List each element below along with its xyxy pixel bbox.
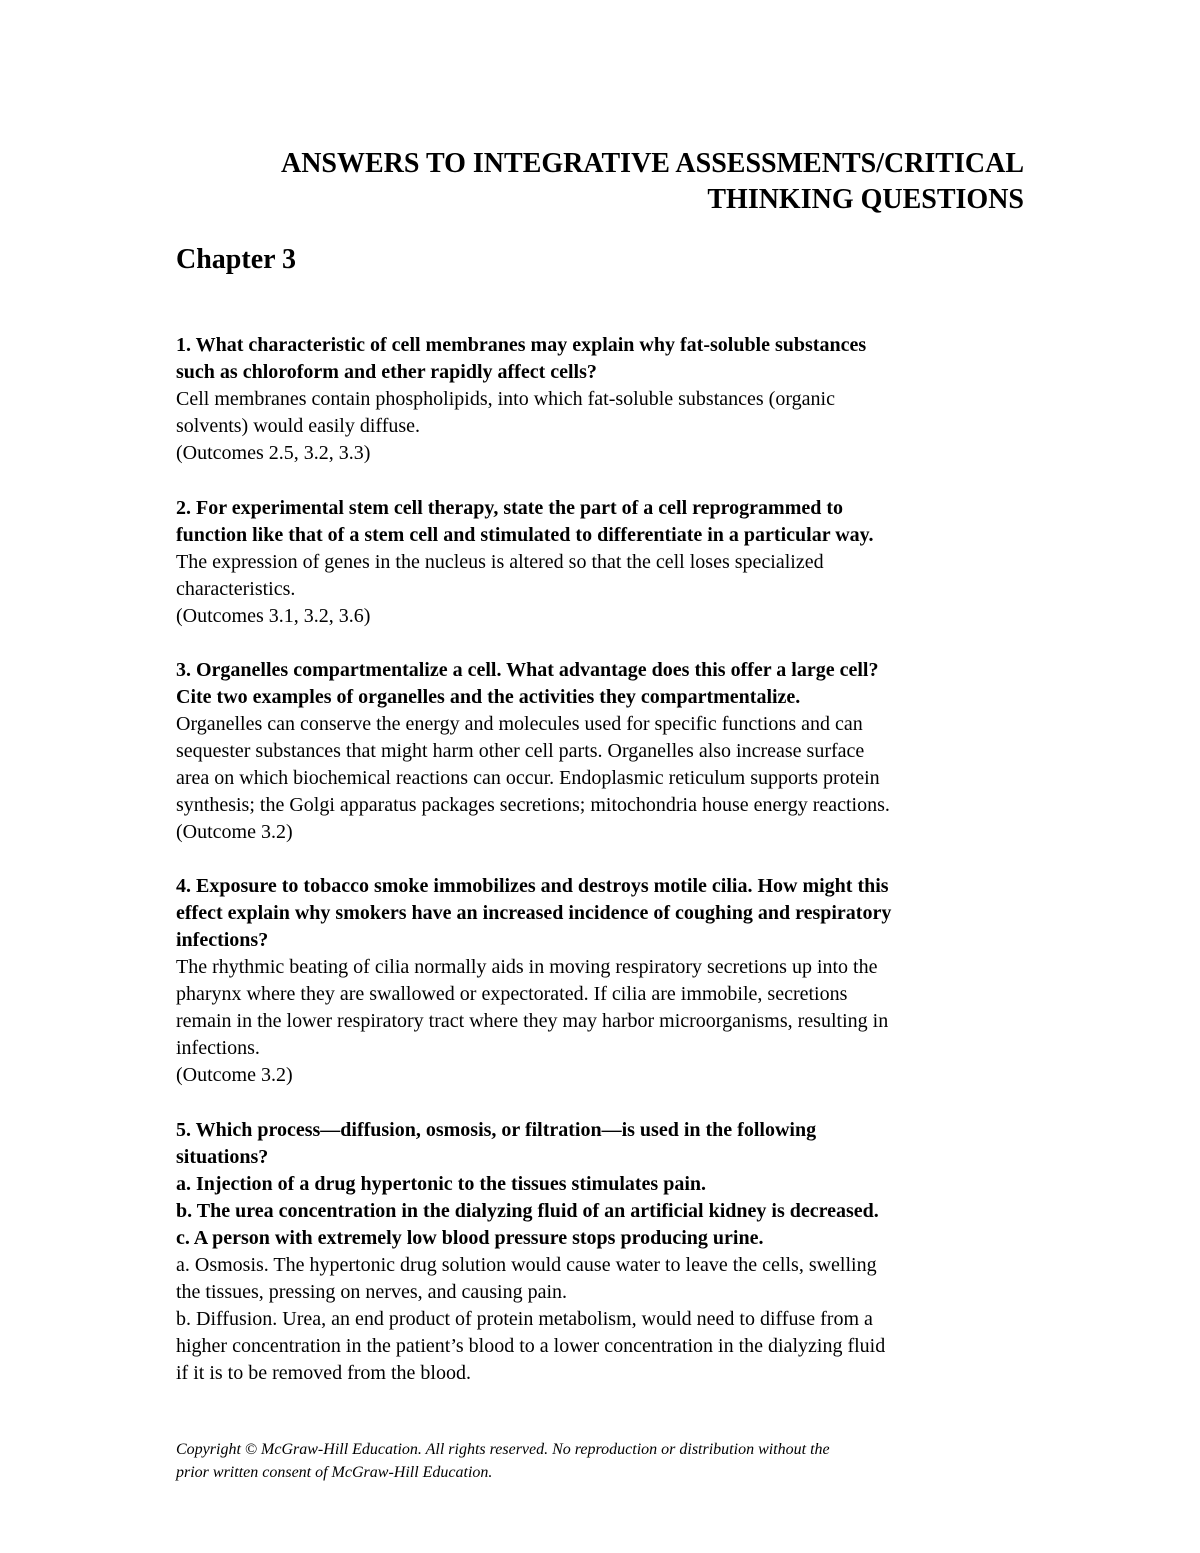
answer-line: higher concentration in the patient’s blood to a lower concentration in the dialyzing fluid bbox=[176, 1335, 886, 1357]
question-line: such as chloroform and ether rapidly affect cells? bbox=[176, 361, 597, 383]
answer-line: characteristics. bbox=[176, 578, 296, 600]
question-line: 2. For experimental stem cell therapy, state the part of a cell reprogrammed to bbox=[176, 497, 844, 519]
question-line: situations? bbox=[176, 1146, 269, 1168]
copyright-footer bbox=[176, 1438, 1026, 1484]
answer-line: synthesis; the Golgi apparatus packages secretions; mitochondria house energy reactions. bbox=[176, 794, 890, 816]
question-line: 5. Which process—diffusion, osmosis, or filtration—is used in the following bbox=[176, 1119, 817, 1141]
answer-line: The rhythmic beating of cilia normally aids in moving respiratory secretions up into the bbox=[176, 956, 878, 978]
answer-outcome: (Outcomes 2.5, 3.2, 3.3) bbox=[176, 442, 371, 464]
answer-line: The expression of genes in the nucleus is altered so that the cell loses specialized bbox=[176, 551, 824, 573]
question-line: Cite two examples of organelles and the activities they compartmentalize. bbox=[176, 686, 801, 708]
qa-item-1 bbox=[176, 332, 1026, 467]
answer-line: pharynx where they are swallowed or expectorated. If cilia are immobile, secretions bbox=[176, 983, 848, 1005]
answer-line: solvents) would easily diffuse. bbox=[176, 415, 421, 437]
title-line-1: ANSWERS TO INTEGRATIVE ASSESSMENTS/CRITICAL bbox=[280, 148, 1024, 179]
question-line: infections? bbox=[176, 929, 269, 951]
question-line: 1. What characteristic of cell membranes may explain why fat-soluble substances bbox=[176, 334, 867, 356]
copyright-line-2: prior written consent of McGraw-Hill Education. bbox=[176, 1464, 493, 1481]
answer-outcome: (Outcome 3.2) bbox=[176, 821, 293, 843]
qa-item-5 bbox=[176, 1117, 1026, 1387]
answer-line: if it is to be removed from the blood. bbox=[176, 1362, 471, 1384]
qa-item-2 bbox=[176, 495, 1026, 630]
answer-outcome: (Outcomes 3.1, 3.2, 3.6) bbox=[176, 605, 371, 627]
answer-outcome: (Outcome 3.2) bbox=[176, 1064, 293, 1086]
question-line: effect explain why smokers have an increased incidence of coughing and respiratory bbox=[176, 902, 892, 924]
answer-line: sequester substances that might harm other cell parts. Organelles also increase surface bbox=[176, 740, 865, 762]
answer-line: infections. bbox=[176, 1037, 260, 1059]
qa-item-3 bbox=[176, 657, 1026, 846]
question-subitem-c: c. A person with extremely low blood pressure stops producing urine. bbox=[176, 1227, 764, 1249]
question-subitem-b: b. The urea concentration in the dialyzing fluid of an artificial kidney is decreased. bbox=[176, 1200, 879, 1222]
title-line-2: THINKING QUESTIONS bbox=[707, 184, 1024, 215]
qa-item-4 bbox=[176, 873, 1026, 1089]
question-line: function like that of a stem cell and stimulated to differentiate in a particular way. bbox=[176, 524, 874, 546]
copyright-line-1: Copyright © McGraw-Hill Education. All rights reserved. No reproduction or distribution without the bbox=[176, 1441, 830, 1458]
answer-line: the tissues, pressing on nerves, and causing pain. bbox=[176, 1281, 568, 1303]
question-line: 4. Exposure to tobacco smoke immobilizes and destroys motile cilia. How might this bbox=[176, 875, 889, 897]
answer-line: Cell membranes contain phospholipids, into which fat-soluble substances (organic bbox=[176, 388, 835, 410]
answer-line: area on which biochemical reactions can occur. Endoplasmic reticulum supports protein bbox=[176, 767, 880, 789]
question-subitem-a: a. Injection of a drug hypertonic to the tissues stimulates pain. bbox=[176, 1173, 707, 1195]
answer-line: Organelles can conserve the energy and molecules used for specific functions and can bbox=[176, 713, 863, 735]
answer-line: b. Diffusion. Urea, an end product of protein metabolism, would need to diffuse from a bbox=[176, 1308, 873, 1330]
answer-line: remain in the lower respiratory tract where they may harbor microorganisms, resulting in bbox=[176, 1010, 889, 1032]
answer-line: a. Osmosis. The hypertonic drug solution would cause water to leave the cells, swelling bbox=[176, 1254, 877, 1276]
document-title bbox=[176, 146, 1024, 218]
question-line: 3. Organelles compartmentalize a cell. What advantage does this offer a large cell? bbox=[176, 659, 879, 681]
chapter-heading: Chapter 3 bbox=[176, 244, 297, 275]
